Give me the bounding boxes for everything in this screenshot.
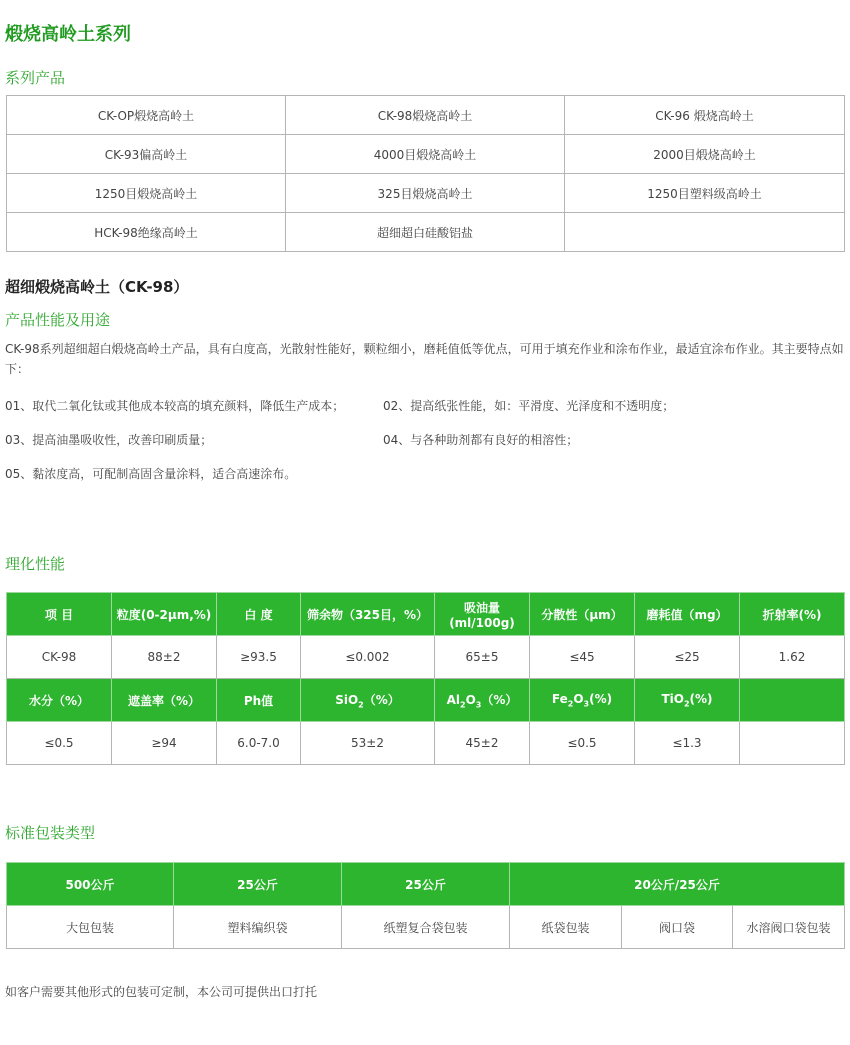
series-heading: 系列产品 bbox=[5, 69, 66, 87]
feature-item: 02、提高纸张性能，如：平滑度、光泽度和不透明度； bbox=[383, 399, 675, 413]
feature-item: 01、取代二氧化钛或其他成本较高的填充颜料，降低生产成本； bbox=[5, 399, 345, 413]
table-row bbox=[7, 722, 845, 765]
data-cell: ≤0.002 bbox=[301, 636, 435, 679]
series-cell[interactable]: 325目煅烧高岭土 bbox=[286, 174, 565, 213]
data-cell: ≥93.5 bbox=[217, 636, 301, 679]
series-cell[interactable]: HCK-98绝缘高岭土 bbox=[7, 213, 286, 252]
header-cell: Ph值 bbox=[217, 679, 301, 722]
packaging-heading: 标准包装类型 bbox=[5, 824, 96, 842]
data-cell: 1.62 bbox=[740, 636, 845, 679]
data-cell: ≥94 bbox=[112, 722, 217, 765]
header-cell: 500公斤 bbox=[7, 863, 174, 906]
series-cell[interactable]: 1250目塑料级高岭土 bbox=[565, 174, 845, 213]
data-cell: 65±5 bbox=[435, 636, 530, 679]
data-cell: 阀口袋 bbox=[622, 906, 733, 949]
header-cell bbox=[435, 593, 530, 636]
header-cell: SiO$_2$（%） bbox=[301, 679, 435, 722]
data-cell: ≤0.5 bbox=[530, 722, 635, 765]
data-cell: 45±2 bbox=[435, 722, 530, 765]
data-cell: ≤45 bbox=[530, 636, 635, 679]
header-cell-line: (ml/100g) bbox=[449, 615, 515, 630]
series-cell[interactable]: CK-93偏高岭土 bbox=[7, 135, 286, 174]
header-cell: 折射率(%) bbox=[740, 593, 845, 636]
series-cell[interactable]: 1250目煅烧高岭土 bbox=[7, 174, 286, 213]
table-header-row bbox=[7, 593, 845, 636]
header-cell: 20公斤/25公斤 bbox=[510, 863, 845, 906]
data-cell: 纸塑复合袋包装 bbox=[342, 906, 510, 949]
table-row bbox=[7, 906, 845, 949]
feature-item: 05、黏浓度高，可配制高固含量涂料，适合高速涂布。 bbox=[5, 467, 297, 481]
series-cell[interactable]: 2000目煅烧高岭土 bbox=[565, 135, 845, 174]
data-cell: 53±2 bbox=[301, 722, 435, 765]
header-cell: 25公斤 bbox=[342, 863, 510, 906]
header-cell-line: 吸油量 bbox=[463, 600, 500, 615]
table-row bbox=[7, 636, 845, 679]
header-cell: 筛余物（325目，%） bbox=[301, 593, 435, 636]
product-title: 超细煅烧高岭土（CK-98） bbox=[5, 278, 189, 296]
header-cell: 遮盖率（%） bbox=[112, 679, 217, 722]
footnote: 如客户需要其他形式的包装可定制，本公司可提供出口打托 bbox=[5, 985, 318, 999]
series-cell[interactable]: 4000目煅烧高岭土 bbox=[286, 135, 565, 174]
header-cell: $Al_2O_3(\%)$ bbox=[435, 679, 530, 722]
physical-heading: 理化性能 bbox=[5, 555, 66, 573]
perf-heading: 产品性能及用途 bbox=[5, 311, 111, 329]
data-cell: 6.0-7.0 bbox=[217, 722, 301, 765]
data-cell: 水溶阀口袋包装 bbox=[733, 906, 845, 949]
data-cell: 88±2 bbox=[112, 636, 217, 679]
data-cell: 塑料编织袋 bbox=[174, 906, 342, 949]
data-cell bbox=[740, 722, 845, 765]
physical-table bbox=[6, 592, 845, 765]
data-cell: 大包包装 bbox=[7, 906, 174, 949]
table-row bbox=[7, 135, 845, 174]
data-cell: ≤0.5 bbox=[7, 722, 112, 765]
feature-item: 04、与各种助剂都有良好的相溶性； bbox=[383, 433, 579, 447]
table-header-row bbox=[7, 863, 845, 906]
feature-item: 03、提高油墨吸收性，改善印刷质量； bbox=[5, 433, 213, 447]
table-row bbox=[7, 96, 845, 135]
header-cell: TiO$_2$(%) bbox=[635, 679, 740, 722]
page-title: 煅烧高岭土系列 bbox=[5, 24, 131, 45]
header-cell: $Fe_2O_3(\%)$ bbox=[530, 679, 635, 722]
data-cell: ≤1.3 bbox=[635, 722, 740, 765]
header-cell: 磨耗值（mg） bbox=[635, 593, 740, 636]
intro-paragraph: CK-98系列超细超白煅烧高岭土产品，具有白度高，光散射性能好，颗粒细小，磨耗值低等优点，可用于填充作业和涂布作业，最适宜涂布作业。其主要特点如下： bbox=[5, 342, 844, 376]
data-cell: 纸袋包装 bbox=[510, 906, 622, 949]
header-cell: 项 目 bbox=[7, 593, 112, 636]
series-cell[interactable]: 超细超白硅酸铝盐 bbox=[286, 213, 565, 252]
header-cell: 25公斤 bbox=[174, 863, 342, 906]
packaging-table bbox=[6, 862, 845, 949]
series-cell[interactable]: CK-98煅烧高岭土 bbox=[286, 96, 565, 135]
series-cell[interactable]: CK-96 煅烧高岭土 bbox=[565, 96, 845, 135]
series-table bbox=[6, 95, 845, 252]
header-cell: 粒度(0-2μm,%) bbox=[112, 593, 217, 636]
table-row bbox=[7, 174, 845, 213]
table-row bbox=[7, 213, 845, 252]
series-cell[interactable]: CK-OP煅烧高岭土 bbox=[7, 96, 286, 135]
header-cell: 白 度 bbox=[217, 593, 301, 636]
data-cell: ≤25 bbox=[635, 636, 740, 679]
header-cell: 分散性（μm） bbox=[530, 593, 635, 636]
data-cell: CK-98 bbox=[7, 636, 112, 679]
table-header-row bbox=[7, 679, 845, 722]
header-cell bbox=[740, 679, 845, 722]
series-cell bbox=[565, 213, 845, 252]
header-cell: 水分（%） bbox=[7, 679, 112, 722]
